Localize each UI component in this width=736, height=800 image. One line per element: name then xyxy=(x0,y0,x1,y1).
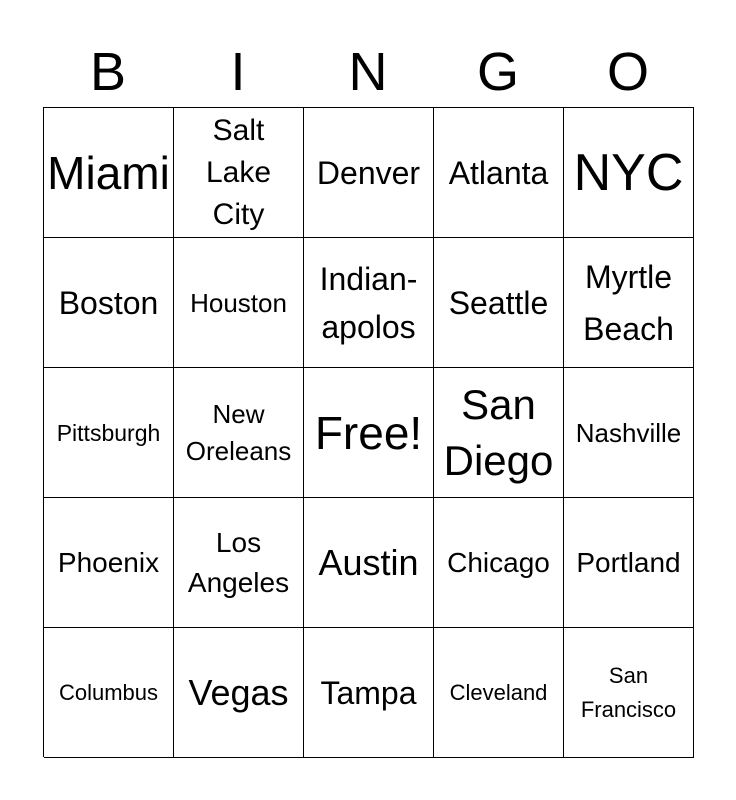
cell-label: Chicago xyxy=(447,547,550,578)
bingo-cell[interactable] xyxy=(174,628,304,758)
cell-label: Denver xyxy=(316,154,421,191)
cell-label: Los Angeles xyxy=(187,526,290,598)
cell-label: Seattle xyxy=(448,284,549,321)
bingo-cell[interactable] xyxy=(44,368,174,498)
cell-label: San Francisco xyxy=(580,662,677,722)
bingo-cell[interactable] xyxy=(564,368,694,498)
bingo-cell[interactable] xyxy=(44,628,174,758)
cell-label: Myrtle Beach xyxy=(583,258,674,347)
bingo-cell[interactable] xyxy=(304,368,434,498)
bingo-header xyxy=(43,40,693,104)
bingo-cell[interactable] xyxy=(304,238,434,368)
header-letter-b: B xyxy=(89,42,127,102)
header-letter-g: G xyxy=(476,42,519,102)
cell-label: Nashville xyxy=(575,417,682,448)
cell-label: Houston xyxy=(190,287,287,318)
bingo-cell[interactable] xyxy=(174,498,304,628)
bingo-cell[interactable] xyxy=(174,238,304,368)
cell-label: Tampa xyxy=(320,674,417,711)
cell-label: Portland xyxy=(576,547,681,578)
cell-label: Atlanta xyxy=(448,154,549,191)
bingo-cell[interactable] xyxy=(44,238,174,368)
bingo-cell[interactable] xyxy=(304,628,434,758)
cell-label: Indian- apolos xyxy=(319,260,418,345)
cell-label: Miami xyxy=(47,146,170,199)
cell-label: Columbus xyxy=(58,679,159,705)
cell-label: Salt Lake City xyxy=(205,113,272,231)
bingo-cell[interactable] xyxy=(44,498,174,628)
cell-label: Cleveland xyxy=(449,679,548,705)
cell-label: Vegas xyxy=(188,671,289,713)
bingo-cell[interactable] xyxy=(434,628,564,758)
cell-label: San Diego xyxy=(443,380,554,484)
bingo-cell[interactable] xyxy=(564,628,694,758)
cell-label: New Oreleans xyxy=(185,398,292,466)
cell-label: Pittsburgh xyxy=(56,419,161,446)
header-letter-o: O xyxy=(606,42,649,102)
header-letter-i: I xyxy=(230,42,246,102)
bingo-cell[interactable] xyxy=(434,368,564,498)
bingo-cell[interactable] xyxy=(434,238,564,368)
bingo-cell[interactable] xyxy=(304,108,434,238)
cell-label: Austin xyxy=(318,541,419,583)
bingo-cell[interactable] xyxy=(174,368,304,498)
bingo-cell[interactable] xyxy=(434,108,564,238)
bingo-cell[interactable] xyxy=(434,498,564,628)
bingo-cell[interactable] xyxy=(304,498,434,628)
bingo-cell[interactable] xyxy=(564,498,694,628)
cell-label: Free! xyxy=(314,406,423,459)
header-letter-n: N xyxy=(348,42,388,102)
cell-label: NYC xyxy=(573,143,684,202)
bingo-cell[interactable] xyxy=(44,108,174,238)
bingo-cell[interactable] xyxy=(174,108,304,238)
bingo-cell[interactable] xyxy=(564,108,694,238)
bingo-board xyxy=(43,107,694,757)
cell-label: Phoenix xyxy=(57,547,160,578)
bingo-cell[interactable] xyxy=(564,238,694,368)
cell-label: Boston xyxy=(58,284,159,321)
